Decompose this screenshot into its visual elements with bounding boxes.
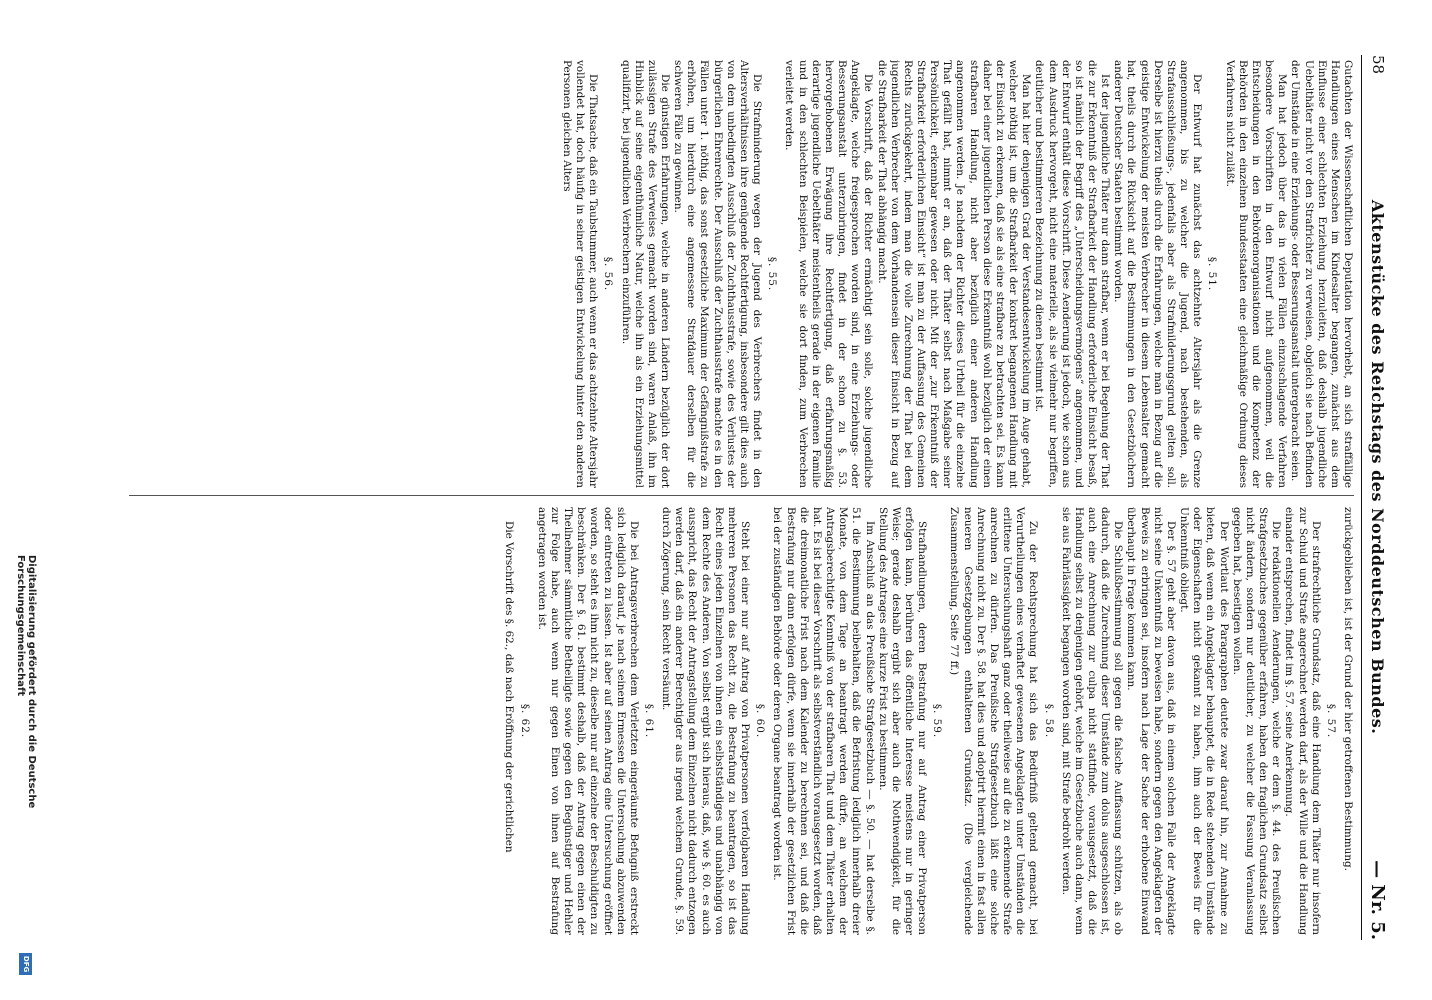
- right-column-paragraph: Im Anschluß an das Preußische Strafgesetzbuch — §. 50. — hat derselbe §. 51. die Bestimmung beibehalten, daß die Befristung lediglich innerhalb dreier Monate, von dem Tage an beantragt werden dürfe, an welchem der Antragsberechtigte Kenntniß von der strafbaren That und dem Thäter erhalten hat. Es ist bei dieser Vorschrift als selbstverständlich vorausgesetzt worden, daß die dreimonatliche Frist nach dem Kalender zu berechnen sei, und daß die Bestrafung nur dann erfolgen dürfe, wenn sie innerhalb der gesetzlichen Frist bei der zuständigen Behörde oder deren Organe beantragt worden ist.: [771, 507, 876, 935]
- right-column-paragraph: Die Vorschrift des §. 62., daß nach Eröffnung der gerichtlichen: [503, 521, 516, 853]
- left-column-paragraph: Die Strafminderung wegen der Jugend des Verbrechers findet in den Altersverhältnissen ihre genügende Rechtfertigung, insbesondere gilt dies auch von dem unbedingten Ausschluß der Zuchthausstrafe, sowie des Verlustes der bürgerlichen Ehrenrechte. Der Ausschluß der Zuchthausstrafe machte es in den Fällen unter 1. nöthig, das sonst gesetzliche Maximum der Gefängnißstrafe zu erhöhen, um hierdurch eine angemessene Strafdauer derselben für die schweren Fälle zu gewinnen.: [672, 60, 764, 488]
- page-header: [1366, 55, 1390, 940]
- dfg-logo-icon: DFG: [20, 953, 33, 975]
- right-column-paragraph: Die bei Antragsverbrechen dem Verletzten eingeräumte Befugniß erstreckt sich lediglich darauf, je nach seinem Ermessen die Untersuchung abzuwenden oder eintreten zu lassen. Ist aber auf seinen Antrag eine Untersuchung eröffnet worden, so steht es ihm nicht zu, dieselbe nur auf einzelne der Beschuldigten zu beschränken. Der §. 61. bestimmt deshalb, daß der Antrag gegen einen der Theilnehmer sämmtliche Betheiligte sowie gegen den Begünstiger und Hehler zur Folge habe, auch wenn nur gegen Einen von ihnen auf Bestrafung angetragen worden ist.: [535, 507, 640, 935]
- left-column-section-heading: §. 56.: [602, 256, 615, 292]
- digitization-note: Digitalisierung gefördert durch die Deutsche Forschungsgemeinschaft: [15, 555, 37, 809]
- right-column-section-heading: §. 58.: [1042, 703, 1055, 739]
- left-column-paragraph: Man hat hier denjenigen Grad der Verstandesentwickelung im Auge gehabt, welcher nöthig ist, um die Strafbarkeit der konkret begangenen Handlung mit der Einsicht zu erkennen, daß sie als eine strafbare zu betrachten sei. Es kann daher bei einer jugendlichen Person diese Erkenntniß wohl bezüglich der einen strafbaren Handlung, nicht aber bezüglich einer anderen Handlung angenommen werden. Je nachdem der Richter dieses Urtheil für die einzelne That gefällt hat, nimmt er an, daß der Thäter selbst nach Maßgabe seiner Persönlichkeit, erkennbar gewesen oder nicht. Mit der „zur Erkenntniß der Strafbarkeit erforderlichen Einsicht“ ist man zu der Auffassung des Gemeinen Rechts zurückgekehrt, indem man die volle Zurechnung der That bei dem jugendlichen Verbrecher von dem Vorhandensein dieser Einsicht in Bezug auf die Strafbarkeit der That abhängig macht.: [875, 60, 1033, 488]
- right-column-section-heading: §. 61.: [643, 703, 656, 739]
- right-column-paragraph: zurückgeblieben ist, ist der Grund der hier getroffenen Bestimmung.: [1342, 507, 1354, 871]
- right-text-column: [129, 507, 1354, 935]
- left-column-section-heading: §. 51.: [1206, 256, 1219, 292]
- page-number: 58: [1369, 55, 1387, 75]
- header-rule: [1361, 55, 1362, 940]
- right-column-section-heading: §. 57.: [1324, 703, 1337, 739]
- column-divider: [129, 495, 1354, 496]
- running-title: Aktenstücke des Reichstags des Norddeutschen Bundes.: [1368, 199, 1388, 735]
- right-column-paragraph: Die Schlußbestimmung soll gegen die falsche Auffassung schützen, als ob dadurch, daß die Zurechnung dieser Umstände zum dolus ausgeschlossen ist, auch eine Anrechnung zur culpa nicht stattfinde, vorausgesetzt, daß die Handlung selbst zu denjenigen gehört, welche im Gesetzbuche auch dann, wenn sie aus Fahrlässigkeit begangen worden sind, mit Strafe bedroht werden.: [1059, 507, 1125, 935]
- right-column-paragraph: Der §. 57 geht aber davon aus, daß in einem solchen Falle der Angeklagte nicht seine Unkenntniß zu beweisen habe, sondern gegen den Angeklagten der Beweis zu erbringen sei, insofern nach Lage der Sache der erhobene Einwand überhaupt in Frage kommen kann.: [1125, 507, 1177, 935]
- right-column-section-heading: §. 60.: [754, 703, 767, 739]
- issue-number: — Nr. 5.: [1367, 860, 1389, 940]
- right-column-section-heading: §. 59.: [931, 703, 944, 739]
- right-column-paragraph: Steht bei einer nur auf Antrag von Privatpersonen verfolgbaren Handlung mehreren Personen das Recht zu, die Bestrafung zu beantragen, so ist das Recht eines jeden Einzelnen von ihnen ein selbstständiges und unabhängig von dem Rechte des Anderen. Von selbst ergibt sich hieraus, daß, wie §. 60. es auch ausspricht, das Recht der Antragstellung dem Einzelnen nicht dadurch entzogen werden darf, daß ein anderer Berechtigter aus irgend welchem Grunde, §. 59. durch Zögerung, sein Recht versäumt.: [660, 507, 752, 935]
- left-column-paragraph: Der Entwurf hat zunächst das achtzehnte Altersjahr als die Grenze angenommen, bis zu welcher die Jugend, nach bestehenden, als Strafausschließungs-, jedenfalls aber als Strafmilderungsgrund gelten soll. Derselbe ist hierzu theils durch die Erfahrungen, welche man in Bezug auf die geistige Entwickelung der meisten Verbrecher in diesem Lebensalter gemacht hat, theils durch die Rücksicht auf die Bestimmungen in den Gesetzbüchern anderer Deutscher Staaten bestimmt worden.: [1112, 60, 1204, 488]
- right-column-paragraph: Die redaktionellen Aenderungen, welche er dem §. 44. des Preußischen Strafgesetzbuches gegenüber erfahren, haben den fraglichen Grundsatz selbst nicht ändern, sondern nur deutlicher, zu welcher die Fassung Veranlassung gegeben hat, beseitigen wollen.: [1230, 507, 1283, 935]
- right-column-paragraph: Der strafrechtliche Grundsatz, daß eine Handlung dem Thäter nur insofern zur Schuld und Strafe angerechnet werden darf, als der Wille und die Handlung einander entsprechen, findet im §. 57. seine Anerkennung.: [1283, 507, 1322, 935]
- right-column-paragraph: Der Wortlaut des Paragraphen deutete zwar darauf hin, zur Annahme zu bieten, daß wenn ein Angeklagter behauptet, die in Rede stehenden Umstände oder Eigenschaften nicht gekannt zu haben, ihm auch der Beweis für die Unkenntniß obliegt.: [1178, 507, 1230, 935]
- left-column-section-heading: §. 55.: [766, 256, 779, 292]
- left-column-paragraph: Ist der jugendliche Thäter nur dann strafbar, wenn er bei Begehung der That die zur Erkenntniß der Strafbarkeit der Handlung erforderliche Einsicht besaß, so ist nämlich der Begriff des „Unterscheidungsvermögens“ angenommen, und der Entwurf enthält diese Vorschrift. Diese Aenderung ist jedoch, wie schon aus dem Ausdruck hervorgeht, nicht eine materielle, als sie vielmehr nur begriffen, deutlicher und bestimmteren Bezeichnung zu dienen bestimmt ist.: [1033, 60, 1112, 488]
- left-text-column: [129, 60, 1354, 488]
- right-column-section-heading: §. 62.: [518, 703, 531, 739]
- right-column-paragraph: Strafhandlungen, deren Bestrafung nur auf Antrag einer Privatperson erfolgen kann, berühren das öffentliche Interesse meistens nur in geringer Weise; gerade deshalb ergibt sich aber auch die Nothwendigkeit, für die Stellung des Antrages eine kurze Frist zu bestimmen.: [876, 507, 929, 935]
- right-column-paragraph: Zu der Rechtsprechung hat sich das Bedürfniß geltend gemacht, bei Verurtheilungen eines verhaftet gewesenen Angeklagten unter Umständen die erlittene Untersuchungshaft ganz oder theilweise auf die zu erkennende Strafe anrechnen zu dürfen. Das Preußische Strafgesetzbuch läßt eine solche Anrechnung nicht zu. Der §. 58. hat dies und adoptirt hiermit einen in fast allen neueren Gesetzgebungen enthaltenen Grundsatz. (Die vergleichende Zusammenstellung, Seite 77 ff.): [948, 507, 1040, 935]
- digitization-footer: [15, 555, 37, 975]
- left-column-paragraph: Die Thatsache, daß ein Taubstummer, auch wenn er das achtzehnte Altersjahr vollendet hat, doch häufig in seiner geistigen Entwickelung hinter den anderen Personen gleichen Alters: [560, 60, 600, 488]
- left-column-paragraph: Die günstigen Erfahrungen, welche in anderen Ländern bezüglich der dort zulässigen Strafe des Verweises gemacht worden sind, waren Anlaß, ihn im Hinblick auf seine eigenthümliche Natur, welche ihn als ein Erziehungsmittel qualifizirt, bei jugendlichen Verbrechern einzuführen.: [619, 60, 672, 488]
- left-column-paragraph: Man hat jedoch über das in vielen Fällen einzuschlagende Verfahren besondere Vorschriften in den Entwurf nicht aufgenommen, weil die Entscheidungen in den Behördenorganisationen und die Kompetenz der Behörden in den einzelnen Bundesstaaten eine gleichmäßige Ordnung dieses Verfahrens nicht zuläßt.: [1223, 60, 1289, 488]
- left-column-paragraph: Die Vorschrift, daß der Richter ermächtigt sein solle, solche jugendliche Angeklagte, welche freigesprochen worden sind, in eine Erziehungs- oder Besserungsanstalt unterzubringen, findet in der schon zu §. 53. hervorgehobenen Erwägung ihre Rechtfertigung, daß erfahrungsmäßig derartige jugendliche Uebelthäter meistentheils gerade in der eigenen Familie und in den schlechten Beispielen, welche sie dort finden, zum Verbrechen verleitet werden.: [783, 60, 875, 488]
- left-column-paragraph: Gutachten der Wissenschaftlichen Deputation hervorhebt, an sich straffällige Handlungen eines Menschen im Kindesalter begangen, zunächst aus dem Einflusse einer schlechten Erziehung herzuleiten, daß deshalb jugendliche Uebelthäter nicht vor den Strafrichter zu verweisen, obgleich sie nach Befinden der Umstände in eine Erziehungs- oder Besserungsanstalt untergebracht seien.: [1289, 60, 1354, 488]
